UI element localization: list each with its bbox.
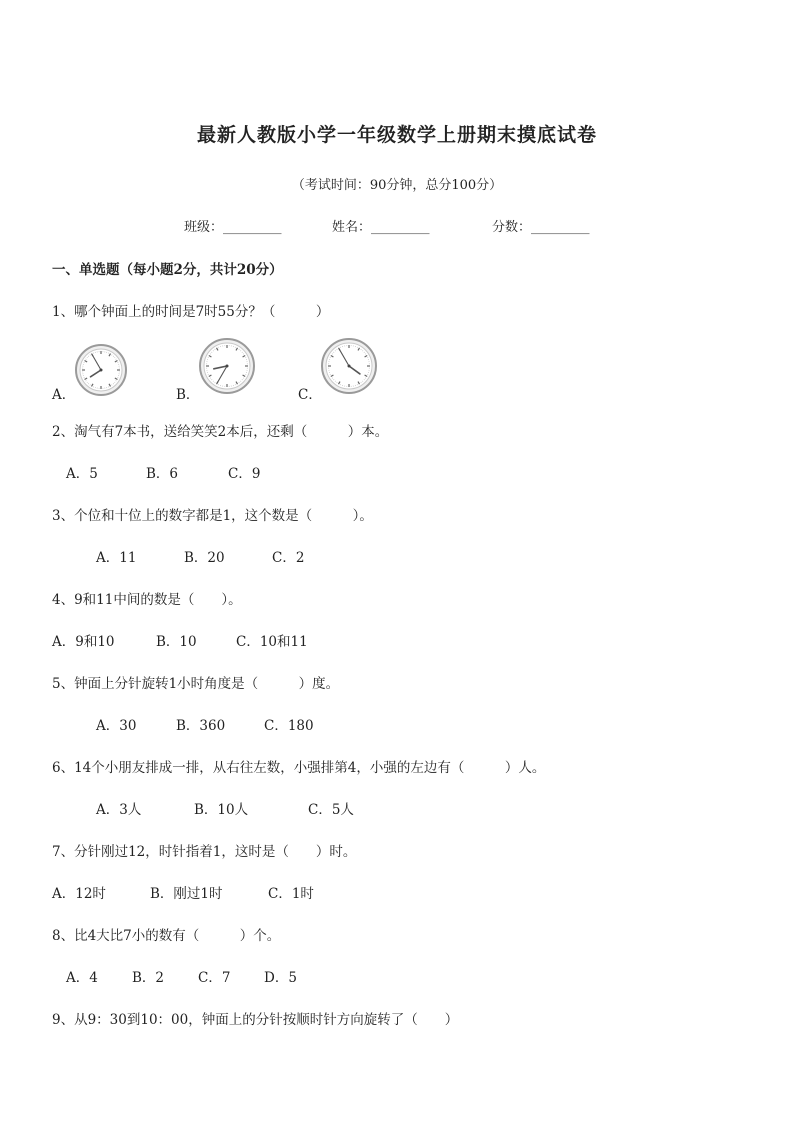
class-label: 班级： [184,220,224,235]
option-2c[interactable]: C．9 [228,466,261,482]
name-label: 姓名： [332,220,372,235]
option-2b[interactable]: B．6 [146,466,179,482]
question-1: 1、哪个钟面上的时间是7时55分？（ ） [52,304,330,320]
option-8c[interactable]: C．7 [198,970,231,986]
option-4b[interactable]: B．10 [156,634,197,650]
question-6: 6、14个小朋友排成一排，从右往左数，小强排第4，小强的左边有（ ）人。 [52,760,546,776]
clock-center [226,365,229,368]
clock-icon [74,343,128,397]
option-5a[interactable]: A．30 [96,718,137,734]
name-blank[interactable]: _________ [371,220,430,235]
exam-subtitle: （考试时间：90分钟，总分100分） [291,178,503,193]
question-5: 5、钟面上分针旋转1小时角度是（ ）度。 [52,676,340,692]
option-6a[interactable]: A．3人 [96,802,142,818]
option-3b[interactable]: B．20 [184,550,225,566]
score-blank[interactable]: _________ [531,220,590,235]
option-8a[interactable]: A．4 [66,970,98,986]
question-2: 2、淘气有7本书，送给笑笑2本后，还剩（ ）本。 [52,424,389,440]
question-9: 9、从9：30到10：00，钟面上的分针按顺时针方向旋转了（ ） [52,1012,459,1028]
class-field [184,216,282,235]
score-field [492,216,590,235]
clock-center [100,369,103,372]
score-label: 分数： [492,220,532,235]
option-3c[interactable]: C．2 [272,550,305,566]
option-7a[interactable]: A．12时 [52,886,106,902]
question-7: 7、分针刚过12，时针指着1，这时是（ ）时。 [52,844,357,860]
question-8: 8、比4大比7小的数有（ ）个。 [52,928,281,944]
option-7c[interactable]: C．1时 [268,886,314,902]
option-5b[interactable]: B．360 [176,718,226,734]
option-4c[interactable]: C．10和11 [236,634,308,650]
question-4: 4、9和11中间的数是（ ）。 [52,592,242,608]
option-2a[interactable]: A．5 [66,466,98,482]
section-title: 一、单选题（每小题2分，共计20分） [52,262,283,278]
question-3: 3、个位和十位上的数字都是1，这个数是（ ）。 [52,508,373,524]
option-1b[interactable]: B． [176,387,200,403]
exam-title: 最新人教版小学一年级数学上册期末摸底试卷 [196,124,597,146]
name-field [332,216,430,235]
option-1a[interactable]: A． [52,387,76,403]
option-8d[interactable]: D．5 [264,970,297,986]
option-8b[interactable]: B．2 [132,970,165,986]
option-6c[interactable]: C．5人 [308,802,354,818]
option-5c[interactable]: C．180 [264,718,314,734]
option-1c[interactable]: C． [298,387,322,403]
clock-icon [320,337,378,395]
option-3a[interactable]: A．11 [96,550,137,566]
class-blank[interactable]: _________ [223,220,282,235]
option-6b[interactable]: B．10人 [194,802,249,818]
clock-icon [198,337,256,395]
clock-center [348,365,351,368]
option-4a[interactable]: A．9和10 [52,634,115,650]
option-7b[interactable]: B．刚过1时 [150,886,223,902]
